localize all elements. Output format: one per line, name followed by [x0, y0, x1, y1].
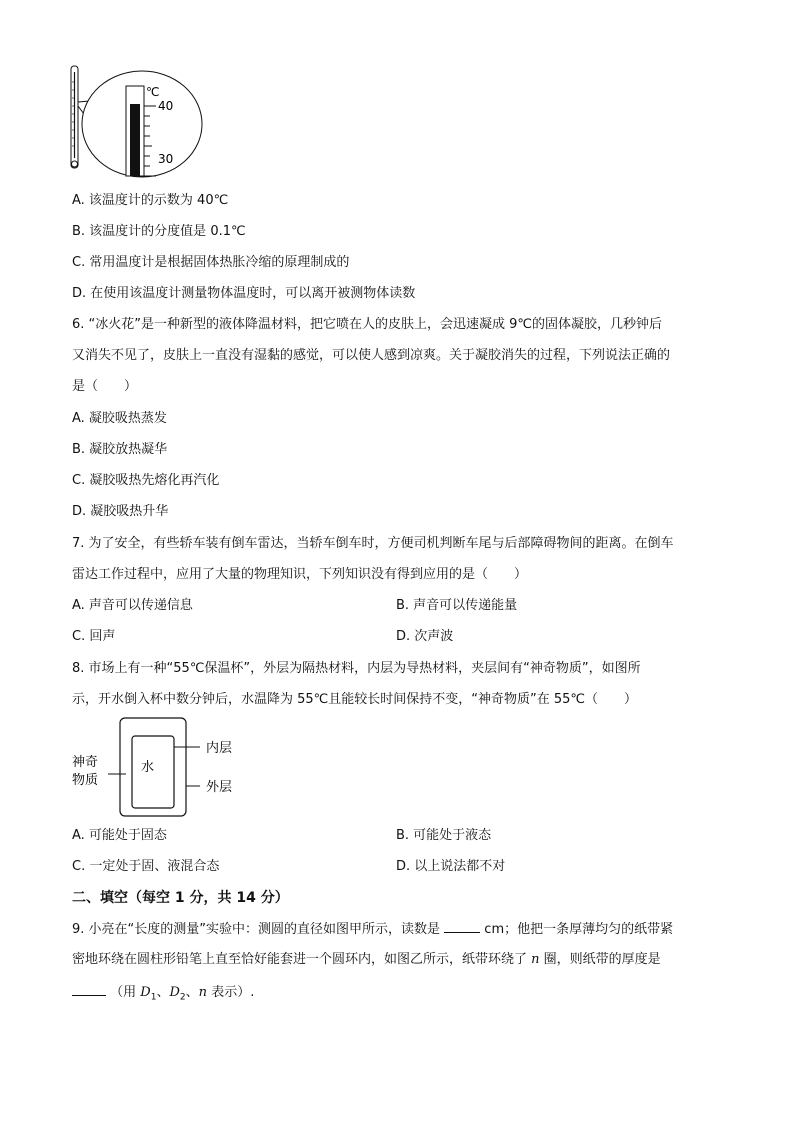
answer-blank-2[interactable] [72, 983, 106, 996]
q5-option-b: B. 该温度计的分度值是 0.1℃ [72, 224, 246, 239]
material-label-line-1: 神奇 [72, 755, 99, 770]
q6-option-c: C. 凝胶吸热先熔化再汽化 [72, 473, 220, 488]
q8-stem-line-1: 8. 市场上有一种“55℃保温杯”，外层为隔热材料，内层为导热材料，夹层间有“神奇物质”，如图所 [72, 661, 641, 676]
answer-blank-1[interactable] [444, 920, 480, 933]
sep-1: 、 [156, 985, 170, 1000]
water-label: 水 [141, 760, 155, 775]
q6-stem-line-1: 6. “冰火花”是一种新型的液体降温材料，把它喷在人的皮肤上，会迅速凝成 9℃的固体凝胶，几秒钟后 [72, 317, 663, 332]
insulated-cup-figure [70, 714, 250, 824]
q9-line-3 [72, 983, 254, 1007]
q7-option-b: B. 声音可以传递能量 [396, 598, 518, 613]
q9-line-1-text-a: 9. 小亮在“长度的测量”实验中：测圆的直径如图甲所示，读数是 [72, 922, 441, 937]
q8-stem-line-2: 示，开水倒入杯中数分钟后，水温降为 55℃且能较长时间保持不变，“神奇物质”在 55℃（ ） [72, 692, 638, 707]
var-n-2: n [198, 985, 208, 1000]
q9-line-2-text-a: 密地环绕在圆柱形铅笔上直至恰好能套进一个圆环内，如图乙所示，纸带环绕了 [72, 952, 528, 967]
section-2-title: 二、填空（每空 1 分，共 14 分） [72, 890, 289, 906]
q6-option-d: D. 凝胶吸热升华 [72, 504, 169, 519]
tick-label-upper: 40 [158, 99, 174, 113]
q8-option-d: D. 以上说法都不对 [396, 859, 506, 874]
var-d1: D [140, 985, 151, 1000]
sep-2: 、 [185, 985, 199, 1000]
q9-line-1 [72, 920, 673, 939]
q9-line-3-text-a: （用 [110, 985, 137, 1000]
var-n: n [531, 952, 540, 967]
q9-line-1-text-b: cm；他把一条厚薄均匀的纸带紧 [484, 922, 674, 937]
thermometer-unit: ℃ [146, 85, 160, 99]
q7-option-a: A. 声音可以传递信息 [72, 598, 193, 613]
q9-line-2 [72, 951, 661, 969]
material-label-line-2: 物质 [72, 773, 99, 788]
q6-stem-line-2: 又消失不见了，皮肤上一直没有湿黏的感觉，可以使人感到凉爽。关于凝胶消失的过程，下列说法正确的 [72, 348, 671, 363]
q8-option-b: B. 可能处于液态 [396, 828, 492, 843]
q7-option-c: C. 回声 [72, 629, 116, 644]
outer-layer-label: 外层 [206, 780, 233, 795]
q7-stem-line-1: 7. 为了安全，有些轿车装有倒车雷达，当轿车倒车时，方便司机判断车尾与后部障碍物间的距离。在倒车 [72, 536, 674, 551]
thermometer-figure [66, 62, 208, 180]
tick-label-lower: 30 [158, 152, 174, 166]
q5-option-a: A. 该温度计的示数为 40℃ [72, 193, 229, 208]
q8-option-a: A. 可能处于固态 [72, 828, 167, 843]
q6-stem-line-3: 是（ ） [72, 379, 138, 394]
sub-1: 1 [150, 992, 157, 1003]
sub-2: 2 [179, 992, 186, 1003]
q9-line-3-text-b: 表示）. [211, 985, 255, 1000]
q5-option-d: D. 在使用该温度计测量物体温度时，可以离开被测物体读数 [72, 286, 416, 301]
q5-option-c: C. 常用温度计是根据固体热胀冷缩的原理制成的 [72, 255, 350, 270]
inner-layer-label: 内层 [206, 741, 233, 756]
q7-stem-line-2: 雷达工作过程中，应用了大量的物理知识，下列知识没有得到应用的是（ ） [72, 567, 528, 582]
q9-line-2-text-b: 圈，则纸带的厚度是 [543, 952, 661, 967]
var-d2: D [169, 985, 180, 1000]
q8-option-c: C. 一定处于固、液混合态 [72, 859, 220, 874]
q6-option-a: A. 凝胶吸热蒸发 [72, 411, 167, 426]
q7-option-d: D. 次声波 [396, 629, 454, 644]
q6-option-b: B. 凝胶放热凝华 [72, 442, 168, 457]
